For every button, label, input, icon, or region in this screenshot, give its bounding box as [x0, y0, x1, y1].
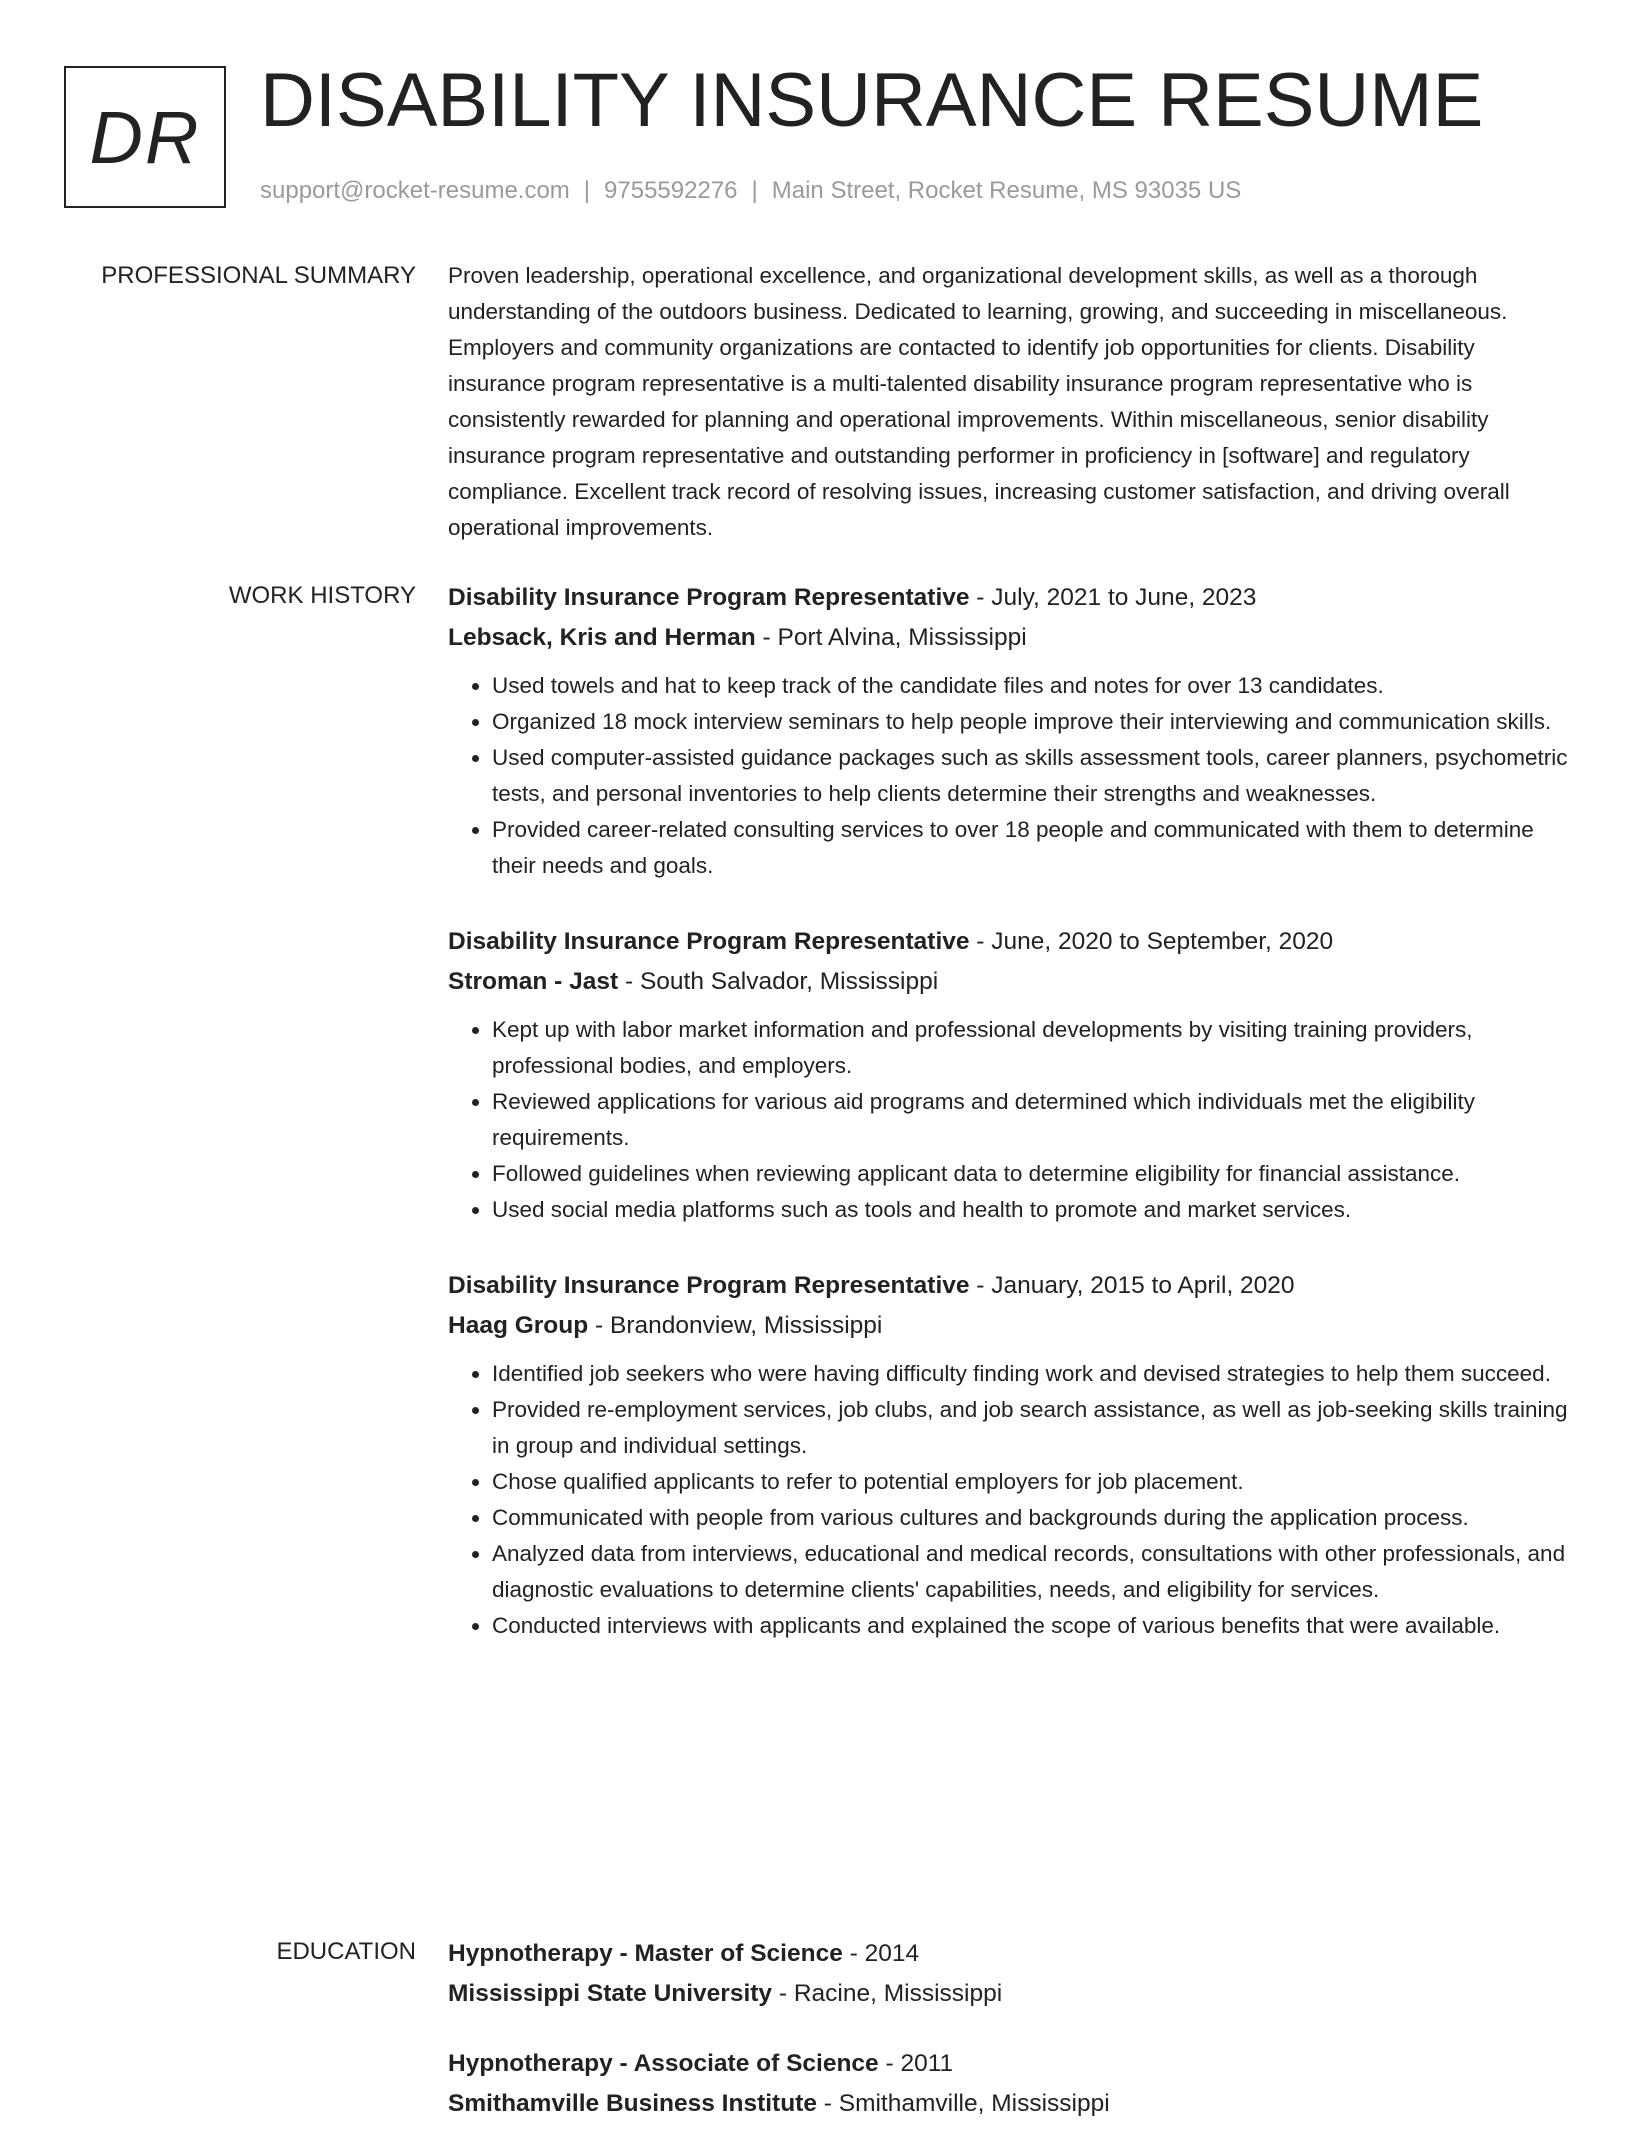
job-bullet: • Reviewed applications for various aid programs and determined which individuals met the eligibility requirements. [492, 1084, 1568, 1156]
contact-line [260, 174, 1241, 208]
job-bullet: • Provided re-employment services, job clubs, and job search assistance, as well as job-seeking skills training in group and individual settings. [492, 1392, 1568, 1464]
job-company: Lebsack, Kris and Herman [448, 624, 756, 651]
job-bullet: • Organized 18 mock interview seminars to help people improve their interviewing and communication skills. [492, 704, 1568, 740]
job-dates: - January, 2015 to April, 2020 [969, 1272, 1295, 1299]
education-degree-line [448, 2044, 1568, 2084]
job-entry [448, 1266, 1568, 1644]
education-school-line [448, 1974, 1568, 2014]
education-entry [448, 1934, 1568, 2014]
contact-address: Main Street, Rocket Resume, MS 93035 US [771, 177, 1242, 204]
education-location: - Smithamville, Mississippi [816, 2090, 1110, 2117]
education-school-line [448, 2084, 1568, 2124]
job-entry [448, 578, 1568, 884]
job-location: - Brandonview, Mississippi [588, 1312, 883, 1339]
job-bullet: • Communicated with people from various cultures and backgrounds during the application process. [492, 1500, 1568, 1536]
education-entry [448, 2044, 1568, 2124]
job-title: Disability Insurance Program Representative [448, 1272, 970, 1299]
contact-separator: | [583, 177, 591, 204]
resume-title: DISABILITY INSURANCE RESUME [260, 58, 1484, 143]
job-company: Haag Group [448, 1312, 589, 1339]
job-bullet: • Kept up with labor market information and professional developments by visiting training providers, professional bodies, and employers. [492, 1012, 1568, 1084]
job-location: - Port Alvina, Mississippi [755, 624, 1027, 651]
education-location: - Racine, Mississippi [772, 1980, 1003, 2007]
summary-text: Proven leadership, operational excellence, and organizational development skills, as well as a thorough understanding of the outdoors business. Dedicated to learning, growing, and succeeding in miscellaneous. Employers and community organizations are contacted to identify job opportunities for clients. Disability insurance program representative is a multi-talented disability insurance program representative who is consistently rewarded for planning and operational improvements. Within miscellaneous, senior disability insurance program representative and outstanding performer in proficiency in [software] and regulatory compliance. Excellent track record of resolving issues, increasing customer satisfaction, and driving overall operational improvements. [448, 263, 1510, 540]
contact-separator: | [751, 177, 758, 204]
job-bullet: • Used computer-assisted guidance packages such as skills assessment tools, career planners, psychometric tests, and personal inventories to help clients determine their strengths and weaknesses. [492, 740, 1568, 812]
job-title-line [448, 578, 1568, 618]
section-heading-work-history: WORK HISTORY [228, 582, 416, 609]
job-dates: - July, 2021 to June, 2023 [969, 584, 1257, 611]
job-bullets [448, 1012, 1568, 1228]
job-title: Disability Insurance Program Representative [448, 584, 970, 611]
job-title-line [448, 922, 1568, 962]
section-heading-summary: PROFESSIONAL SUMMARY [101, 262, 416, 289]
section-heading-education: EDUCATION [276, 1938, 416, 1965]
job-bullet: • Conducted interviews with applicants and explained the scope of various benefits that were available. [492, 1608, 1568, 1644]
education-degree: Hypnotherapy - Master of Science [448, 1940, 843, 1967]
job-bullet: • Analyzed data from interviews, educational and medical records, consultations with other professionals, and diagnostic evaluations to determine clients' capabilities, needs, and eligibility for services. [492, 1536, 1568, 1608]
job-location: - South Salvador, Mississippi [618, 968, 939, 995]
job-dates: - June, 2020 to September, 2020 [969, 928, 1334, 955]
job-bullet: • Provided career-related consulting services to over 18 people and communicated with them to determine their needs and goals. [492, 812, 1568, 884]
monogram-badge: DR [64, 66, 226, 208]
job-title-line [448, 1266, 1568, 1306]
contact-phone[interactable]: 9755592276 [604, 177, 738, 204]
work-history-body [448, 578, 1568, 1682]
job-company: Stroman - Jast [448, 968, 619, 995]
education-year: - 2014 [842, 1940, 920, 1967]
job-bullet: • Used towels and hat to keep track of the candidate files and notes for over 13 candidates. [492, 668, 1568, 704]
education-year: - 2011 [878, 2050, 954, 2077]
job-bullet: • Chose qualified applicants to refer to potential employers for job placement. [492, 1464, 1568, 1500]
job-bullet: • Followed guidelines when reviewing applicant data to determine eligibility for financial assistance. [492, 1156, 1568, 1192]
job-bullet: • Identified job seekers who were having difficulty finding work and devised strategies to help them succeed. [492, 1356, 1568, 1392]
education-degree-line [448, 1934, 1568, 1974]
education-body [448, 1934, 1568, 2154]
job-title: Disability Insurance Program Representative [448, 928, 970, 955]
job-company-line [448, 618, 1568, 658]
job-company-line [448, 962, 1568, 1002]
job-bullets [448, 668, 1568, 884]
job-company-line [448, 1306, 1568, 1346]
contact-email[interactable]: support@rocket-resume.com [260, 177, 570, 204]
education-school: Smithamville Business Institute [448, 2090, 817, 2117]
education-school: Mississippi State University [448, 1980, 773, 2007]
education-degree: Hypnotherapy - Associate of Science [448, 2050, 879, 2077]
job-bullets [448, 1356, 1568, 1644]
job-entry [448, 922, 1568, 1228]
job-bullet: • Used social media platforms such as tools and health to promote and market services. [492, 1192, 1568, 1228]
summary-body [448, 258, 1568, 546]
